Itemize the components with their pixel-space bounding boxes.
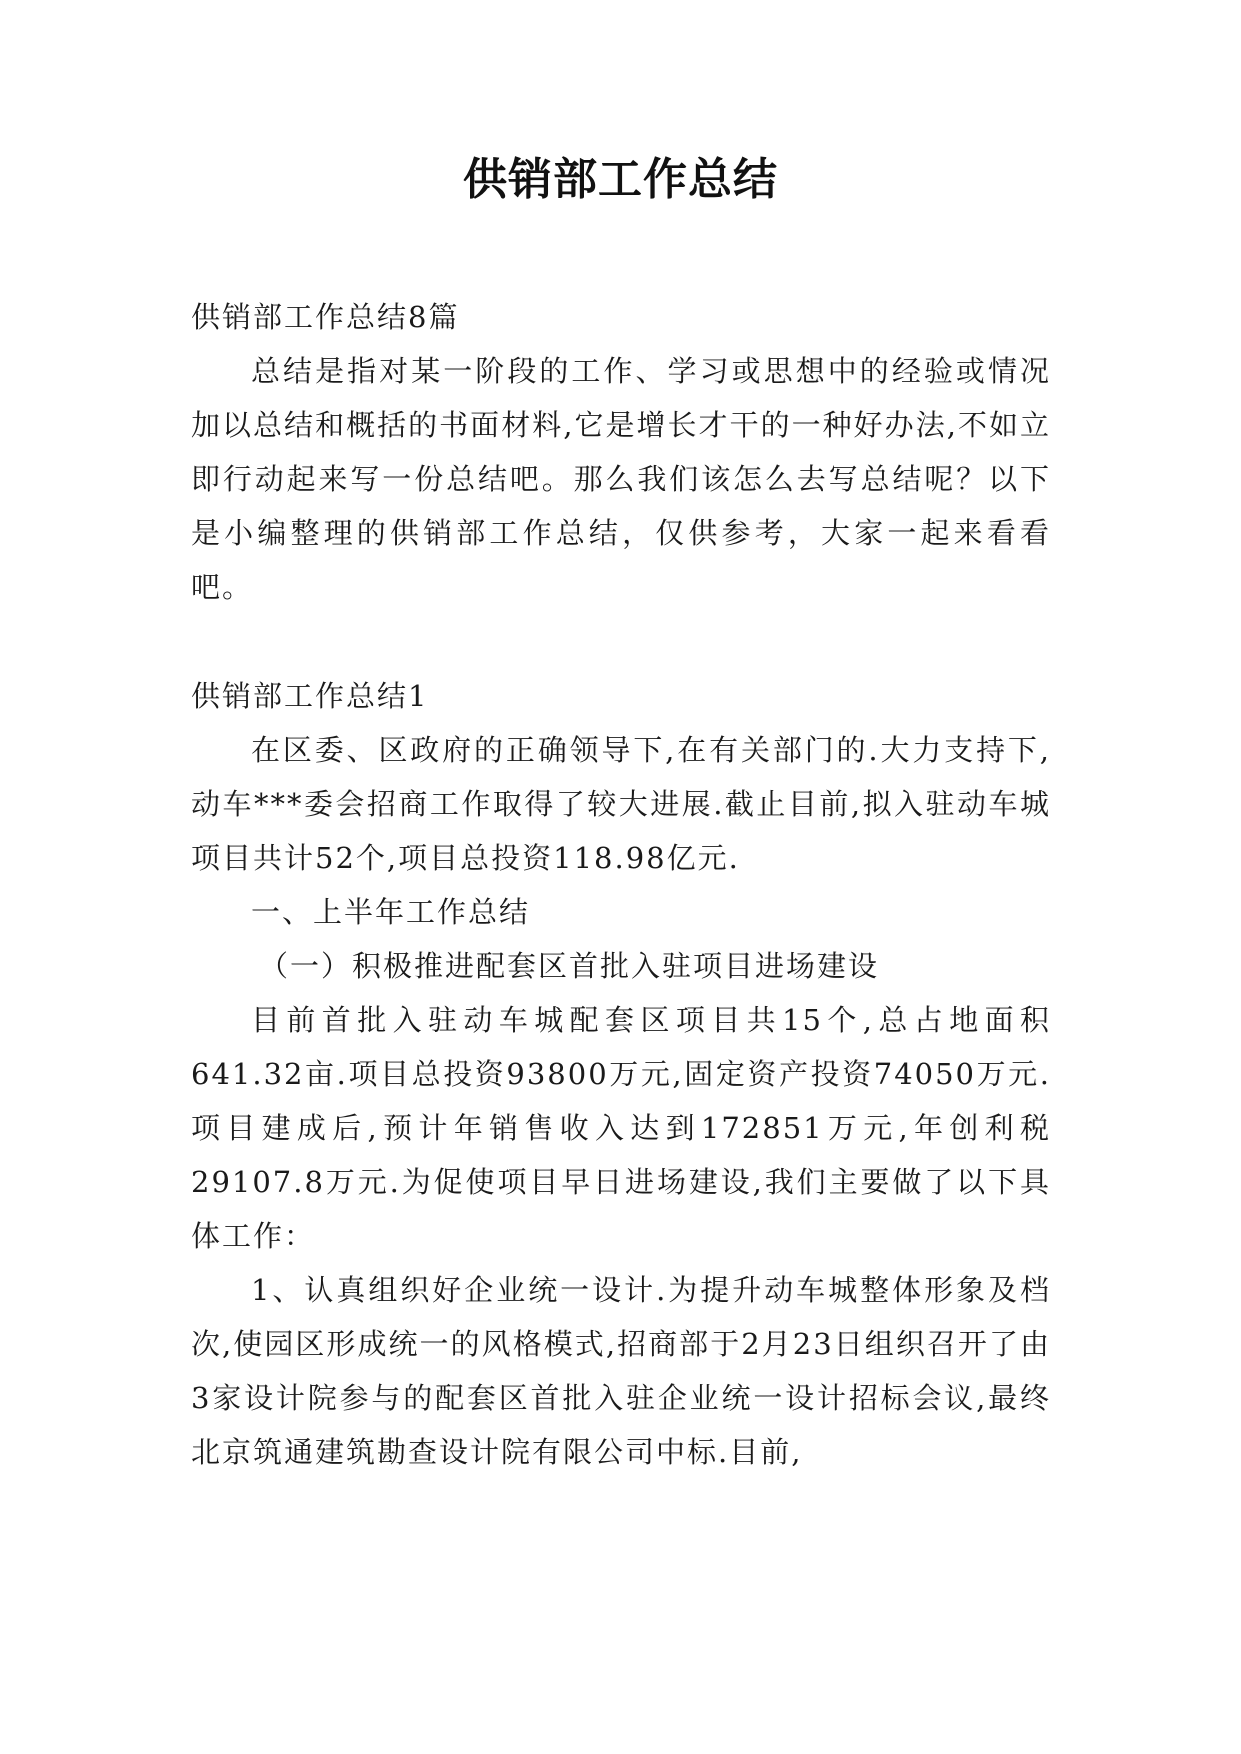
intro-paragraph: 总结是指对某一阶段的工作、学习或思想中的经验或情况加以总结和概括的书面材料,它是增长才干的一种好办法,不如立即行动起来写一份总结吧。那么我们该怎么去写总结呢？以下是小编整理的供销部工作总结，仅供参考，大家一起来看看吧。 <box>191 354 1051 604</box>
part-heading: 一、上半年工作总结 <box>251 895 531 929</box>
section-spacer <box>191 614 1051 669</box>
list-item: 1、认真组织好企业统一设计.为提升动车城整体形象及档次,使园区形成统一的风格模式,招商部于2月23日组织召开了由3家设计院参与的配套区首批入驻企业统一设计招标会议,最终北京筑通建筑勘查设计院有限公司中标.目前, <box>191 1273 1051 1469</box>
document-body <box>191 290 1051 1479</box>
sub-heading: （一）积极推进配套区首批入驻项目进场建设 <box>259 949 880 983</box>
section-paragraph: 在区委、区政府的正确领导下,在有关部门的.大力支持下,动车***委会招商工作取得了较大进展.截止目前,拟入驻动车城项目共计52个,项目总投资118.98亿元. <box>191 733 1051 875</box>
section-heading: 供销部工作总结1 <box>191 679 429 713</box>
document-subtitle: 供销部工作总结8篇 <box>191 300 460 334</box>
document-title: 供销部工作总结 <box>463 154 778 205</box>
body-paragraph: 目前首批入驻动车城配套区项目共15个,总占地面积641.32亩.项目总投资93800万元,固定资产投资74050万元.项目建成后,预计年销售收入达到172851万元,年创利税29107.8万元.为促使项目早日进场建设,我们主要做了以下具体工作： <box>191 1003 1051 1253</box>
